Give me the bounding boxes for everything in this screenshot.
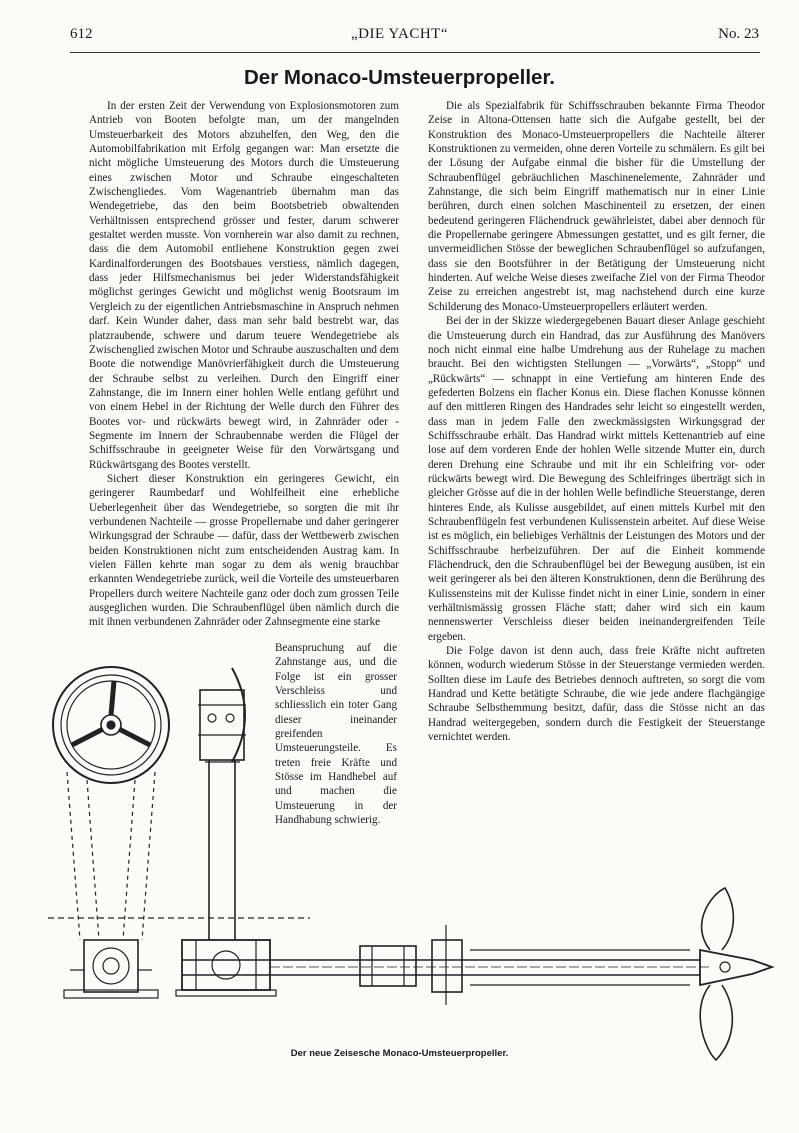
propeller-drawing (700, 888, 772, 1060)
propeller-shaft-drawing (182, 925, 710, 1005)
propeller-engraving-figure (40, 640, 780, 1080)
paragraph: Sichert dieser Konstruktion ein geringeres Gewicht, ein geringerer Raumbedarf und Wohlfeilheit eine erhebliche Ueberlegenheit über das Wendegetriebe, so sorgten die mit ihr verbundenen Nachteile — grosse Propellernabe und daher geringerer Wirkungsgrad der Schraube — dafür, dass der Wettbewerb zwischen beiden Konstruktionen nicht zum entscheidenden Austrag kam. In vielen Fällen kehrte man sogar zu dem als wenig brauchbar erkannten Wendegetriebe zurück, weil die Vorteile des umsteuerbaren Propellers durch weitere Nachteile ganz oder doch zum grossen Teile ausgeglichen wurden. Die Schraubenflügel üben nämlich durch die mit ihnen verbundenen Zahnräder oder Zahnsegmente eine starke (89, 472, 399, 629)
page-header (0, 26, 799, 48)
handwheel-drawing (53, 667, 169, 783)
paragraph: Die als Spezialfabrik für Schiffsschrauben bekannte Firma Theodor Zeise in Altona-Ottensen hatte sich die Aufgabe gestellt, bei der Konstruktion des Monaco-Umsteuerpropellers die Nachteile älterer Konstruktionen zu vermeiden, ohne deren Vorteile zu schmälern. Es gilt bei der Lösung der Aufgabe einmal die bisher für die Umstellung der Schraubenflügel gebräuchlichen Maschinenelemente, Zahnräder und Zahnstange, die sich beim Eingriff mathematisch nur in einer Linie berühren, durch einen solchen Maschinenteil zu ersetzen, der einen bedeutend geringeren Flächendruck gewährleistet, dabei aber dennoch für die Propellernabe geringere Abmessungen gestattet, und es gilt ferner, die unvermeidlichen Stösse der beweglichen Schraubenflügel so aufzufangen, dass sie den Bootsführer in der Betätigung der Umsteuerung nicht hinderten. Auf welche Weise dieses zweifache Ziel von der Firma Theodor Zeise zu erreichen angestrebt ist, mag nachstehend durch eine kurze Schilderung des Monaco-Umsteuerpropellers erläutert werden. (428, 100, 765, 313)
journal-title: „DIE YACHT“ (350, 26, 448, 42)
left-column (89, 99, 399, 630)
figure-caption: Der neue Zeisesche Monaco-Umsteuerpropeller. (290, 1048, 509, 1059)
paragraph: Bei der in der Skizze wiedergegebenen Bauart dieser Anlage geschieht die Umsteuerung durch ein Handrad, das zur Ausführung des Manövers noch nicht einmal eine halbe Umdrehung aus der Ruhelage zu machen braucht. Bei den wichtigsten Stellungen — „Vorwärts“, „Stopp“ und „Rückwärts“ — schnappt in eine Vertiefung am hinteren Ende des gefederten Bolzens ein flacher Konus ein. Diese flachen Konusse können auf den mittleren Ringen des Handrades sehr leicht so eingestellt werden, dass man in jedem Falle den zweckmässigsten Wirkungsgrad der Schiffsschraube erhält. Das Handrad wirkt mittels Kettenantrieb auf eine lose auf dem vorderen Ende der hohlen Welle sitzende Mutter ein, durch deren Drehung eine Schraube und mit ihr ein Schleifring vor- oder rückwärts bewegt wird. Die Bewegung des Schleifringes überträgt sich in gleicher Grösse auf die in der hohlen Welle befindliche Steuerstange, deren hinteres Ende, als Kulisse ausgebildet, auf einen mittels Kurbel mit den Schraubenflügeln fest verbundenen Kulissenstein arbeitet. Auf diese Weise ist es möglich, ein beliebiges Verhältnis der Leistungen des Motors und der Schiffsschraube herbeizuführen. Der auf die Einheit kommende Flächendruck, den die Schraubenflügel bei der Bewegung ausüben, ist ein weit geringerer als bei den älteren Konstruktionen, denn die Berührung des Kulissensteins mit der Kulisse findet nicht in einer Linie, sondern in einer verhältnismässig grossen Fläche statt; daher wird sich ein kaum nennenswerter Verschleiss dieser beiden ineinandergreifenden Teile ergeben. (428, 315, 765, 643)
steering-column-drawing (198, 668, 246, 940)
issue-number: No. 23 (718, 26, 759, 42)
paragraph: Die Folge davon ist denn auch, dass freie Kräfte nicht auftreten können, wodurch wiederum Stösse in der Steuerstange vermieden werden. Sollten diese im Laufe des Betriebes dennoch auftreten, so sorgt die vom Handrad und Kette betätigte Schraube, die wie jede andere flachgängige Schraube Selbsthemmung besitzt, dafür, dass die Stösse nicht an das Handrad weitergegeben, sondern durch die Festigkeit der Steuerstange vernichtet werden. (428, 645, 765, 744)
header-rule (70, 52, 760, 53)
page-number: 612 (70, 26, 93, 42)
paragraph: In der ersten Zeit der Verwendung von Explosionsmotoren zum Antrieb von Booten befolgte man, um der mangelnden Umsteuerbarkeit des Motors abzuhelfen, den Weg, den die Automobilfabrikation mit Erfolg gegangen war: Man ersetzte die nicht mögliche Umsteuerung des Motors durch die Umsteuerung eines zwischen Motor und Schraube eingeschalteten Zwischengliedes. Vom Wagenantrieb übernahm man das Wendegetriebe, das den beim Bootsbetrieb obwaltenden Verhältnissen entsprechend grösser und fester, darum schwerer gestaltet werden musste. Von vornherein war also damit zu rechnen, dass die dem Automobil entliehene Konstruktion gegen zwei Kardinalforderungen des Bootsbaues verstiess, nämlich dagegen, dass jeder Hilfsmechanismus bei jeder Widerstandsfähigkeit möglichst geringes Gewicht und möglichst wenig Bootsraum im Vergleich zu der eigentlichen Antriebsmaschine in Anspruch nehmen darf. Kein Wunder daher, dass man sehr bald bestrebt war, das platzraubende, schwere und darum teuere Wendegetriebe als Zwischenglied zwischen Motor und Schraube auszuschalten und dem Boote die notwendige Manövrierfähigkeit durch die Umsteuerung der Schraube selbst zu verleihen. Durch den Eingriff einer Zahnstange, die im Innern einer hohlen Welle entlang geführt und von einem Hebel in der Richtung der Welle durch den Führer des Bootes vor- und rückwärts bewegt wird, in Zahnräder oder -Segmente im Innern der Schraubennabe werden die Flügel der Schiffsschraube in geeigneter Weise für den Vorwärtsgang und Rückwärtsgang des Bootes verstellt. (89, 100, 399, 471)
article-title: Der Monaco-Umsteuerpropeller. (244, 66, 555, 89)
gear-box-drawing (176, 940, 276, 996)
lower-sprocket-drawing (64, 940, 158, 998)
paragraph: Beanspruchung auf die Zahnstange aus, und die Folge ist ein grosser Verschleiss und schliesslich ein toter Gang dieser ineinander greifenden Umsteuerungsteile. Es treten freie Kräfte und Stösse im Handhebel auf und machen die Umsteuerung in der Handhabung schwierig. (275, 642, 397, 827)
